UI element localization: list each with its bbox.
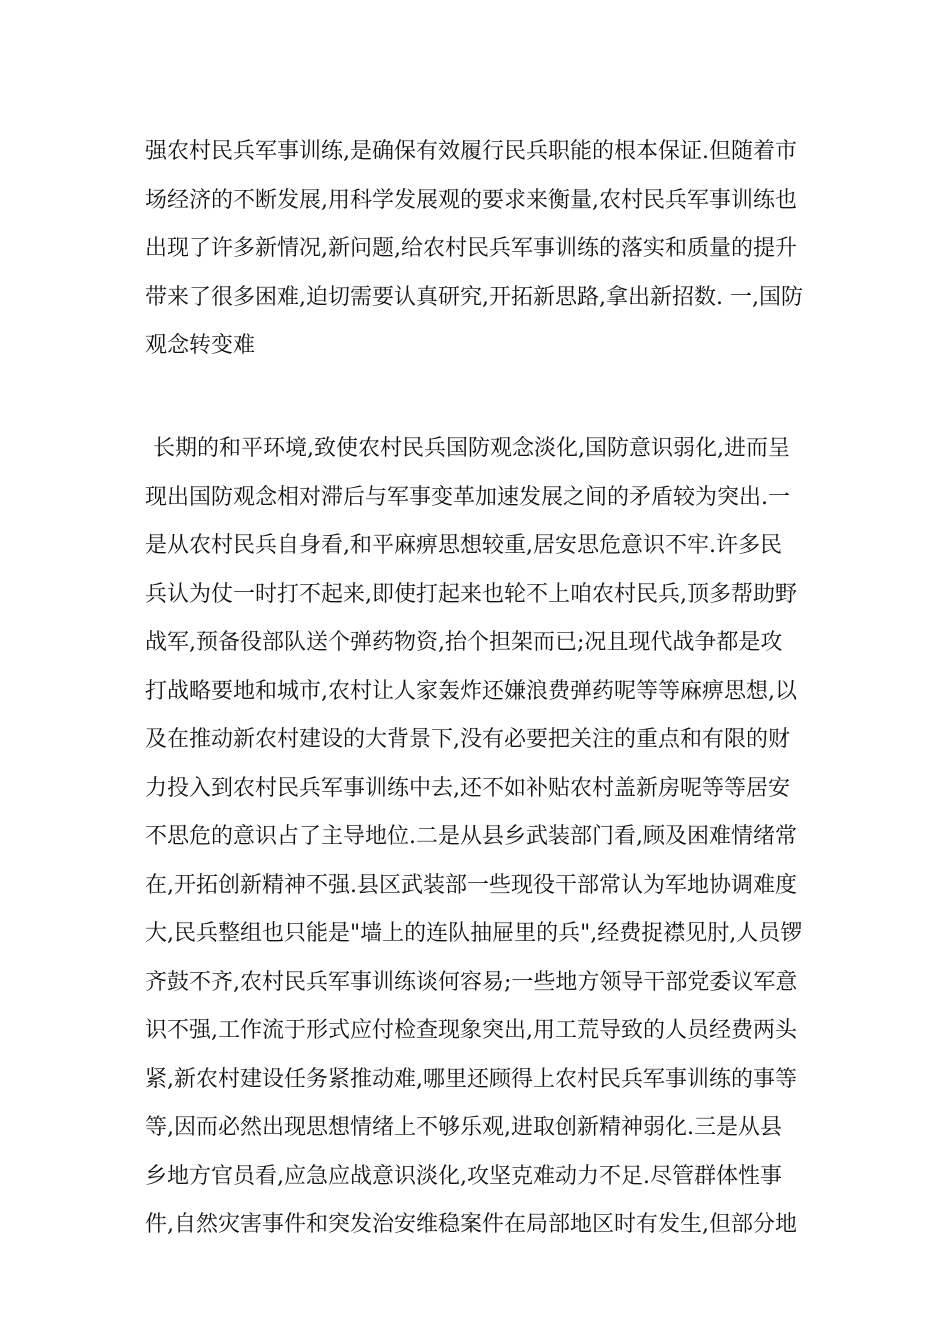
text-line: 大,民兵整组也只能是"墙上的连队抽屉里的兵",经费捉襟见肘,人员锣 bbox=[145, 921, 803, 946]
text-line: 是从农村民兵自身看,和平麻痹思想较重,居安思危意识不牢.许多民 bbox=[145, 533, 782, 558]
text-line: 乡地方官员看,应急应战意识淡化,攻坚克难动力不足.尽管群体性事 bbox=[145, 1163, 782, 1189]
text-line: 齐鼓不齐,农村民兵军事训练谈何容易;一些地方领导干部党委议军意 bbox=[145, 969, 798, 995]
text-line: 打战略要地和城市,农村让人家轰炸还嫌浪费弹药呢等等麻痹思想,以 bbox=[145, 678, 797, 704]
text-line: 兵认为仗一时打不起来,即使打起来也轮不上咱农村民兵,顶多帮助野 bbox=[145, 581, 797, 607]
text-line: 长期的和平环境,致使农村民兵国防观念淡化,国防意识弱化,进而呈 bbox=[153, 436, 790, 461]
text-line: 及在推动新农村建设的大背景下,没有必要把关注的重点和有限的财 bbox=[145, 727, 790, 752]
text-line: 出现了许多新情况,新问题,给农村民兵军事训练的落实和质量的提升 bbox=[145, 236, 797, 261]
text-line: 现出国防观念相对滞后与军事变革加速发展之间的矛盾较为突出.一 bbox=[145, 484, 790, 510]
paragraph-2 bbox=[145, 425, 825, 1250]
paragraph-1 bbox=[145, 128, 825, 371]
text-line: 不思危的意识占了主导地位.二是从县乡武装部门看,顾及困难情绪常 bbox=[145, 824, 797, 849]
text-line: 战军,预备役部队送个弹药物资,抬个担架而已;况且现代战争都是攻 bbox=[145, 630, 783, 655]
text-line: 场经济的不断发展,用科学发展观的要求来衡量,农村民兵军事训练也 bbox=[145, 187, 797, 213]
text-line: 紧,新农村建设任务紧推动难,哪里还顾得上农村民兵军事训练的事等 bbox=[145, 1066, 797, 1092]
text-line: 带来了很多困难,迫切需要认真研究,开拓新思路,拿出新招数. 一,国防 bbox=[145, 284, 803, 310]
text-line: 在,开拓创新精神不强.县区武装部一些现役干部常认为军地协调难度 bbox=[145, 872, 797, 898]
text-line: 识不强,工作流于形式应付检查现象突出,用工荒导致的人员经费两头 bbox=[145, 1018, 797, 1043]
text-line: 等,因而必然出现思想情绪上不够乐观,进取创新精神弱化.三是从县 bbox=[145, 1115, 782, 1140]
text-line: 力投入到农村民兵军事训练中去,还不如补贴农村盖新房呢等等居安 bbox=[145, 775, 790, 801]
text-line: 强农村民兵军事训练,是确保有效履行民兵职能的根本保证.但随着市 bbox=[145, 139, 797, 164]
text-line: 观念转变难 bbox=[145, 333, 256, 358]
text-line: 件,自然灾害事件和突发治安维稳案件在局部地区时有发生,但部分地 bbox=[145, 1212, 797, 1237]
